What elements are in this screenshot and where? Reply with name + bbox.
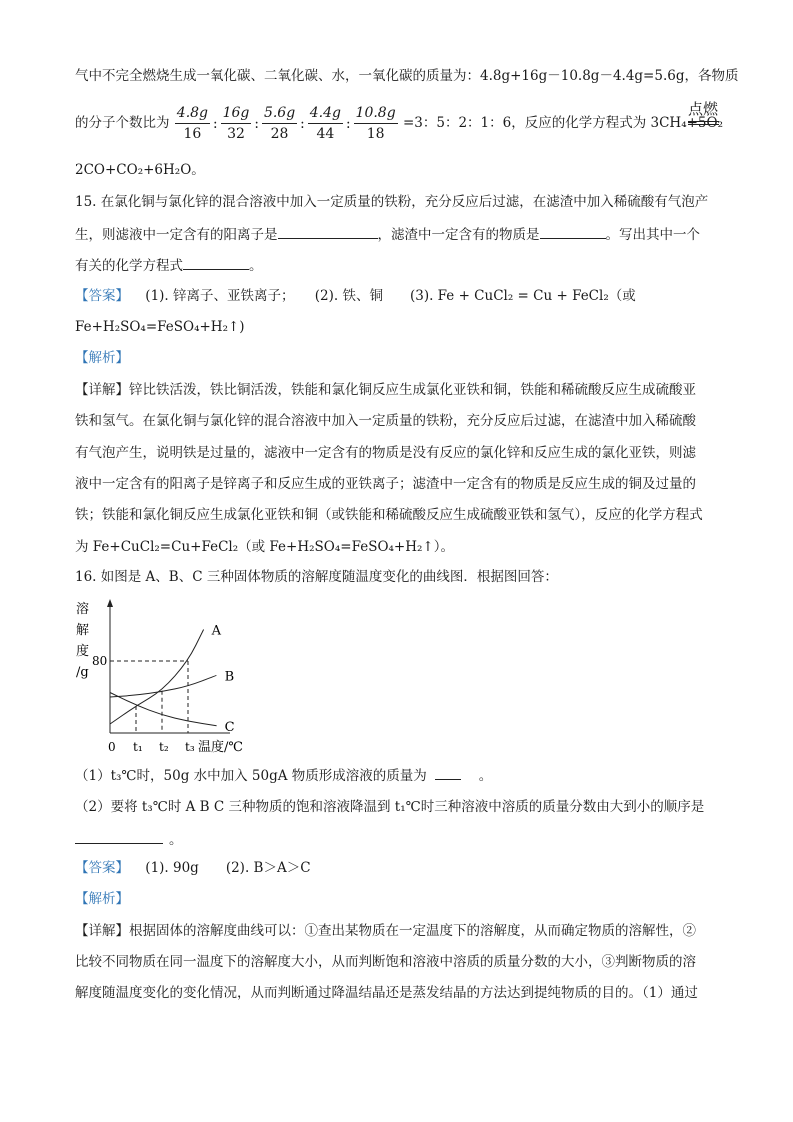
text: （1）t₃℃时，50g 水中加入 50gA 物质形成溶液的质量为 xyxy=(75,768,427,784)
answer-text: (1). 90g (2). B＞A＞C xyxy=(145,860,311,876)
text: 。 xyxy=(169,832,183,848)
curves xyxy=(110,630,217,726)
answer-line xyxy=(75,286,636,306)
numerator: 4.4g xyxy=(308,103,343,124)
guide-lines xyxy=(110,661,188,733)
reaction-condition: 点燃 xyxy=(688,100,719,118)
fraction xyxy=(221,103,252,144)
detail-line: 为 Fe+CuCl₂=Cu+FeCl₂（或 Fe+H₂SO₄=FeSO₄+H₂↑）。 xyxy=(75,538,454,555)
text-line: 气中不完全燃烧生成一氧化碳、二氧化碳、水，一氧化碳的质量为：4.8g+16g－10.8g－4.4g=5.6g，各物质 xyxy=(75,68,739,84)
numerator: 10.8g xyxy=(354,103,398,124)
x-tick-label: 0 xyxy=(108,740,116,754)
numerator: 4.8g xyxy=(175,103,210,124)
answer-blank xyxy=(75,829,163,844)
fraction xyxy=(354,103,398,144)
question-15-stem: 15. 在氯化铜与氯化锌的混合溶液中加入一定质量的铁粉，充分反应后过滤，在滤渣中加入稀硫酸有气泡产 xyxy=(75,194,709,210)
y-tick-label: 80 xyxy=(92,654,108,668)
denominator: 16 xyxy=(183,126,202,142)
answer-label: 【答案】 xyxy=(75,860,129,876)
ratio-separator: : xyxy=(300,115,305,132)
series-label-A: A xyxy=(211,623,221,639)
y-axis-label-char: 解 xyxy=(76,623,90,638)
text: 生，则滤液中一定含有的阳离子是 xyxy=(75,227,278,243)
text: 。写出其中一个 xyxy=(605,227,700,243)
detail-line: 铁；铁能和氯化铜反应生成氯化亚铁和铜（或铁能和稀硫酸反应生成硫酸亚铁和氢气），反应的化学方程式 xyxy=(75,507,703,524)
answer-blank xyxy=(278,224,378,239)
question-16-stem: 16. 如图是 A、B、C 三种固体物质的溶解度随温度变化的曲线图．根据图回答： xyxy=(75,569,558,585)
curve-B xyxy=(110,675,217,697)
sub-question-2: （2）要将 t₃℃时 A B C 三种物质的饱和溶液降温到 t₁℃时三种溶液中溶质的质量分数由大到小的顺序是 xyxy=(75,799,705,815)
text: 。 xyxy=(478,768,493,784)
answer-blank xyxy=(435,765,461,780)
detail-line: 【详解】根据固体的溶解度曲线可以：①查出某物质在一定温度下的溶解度，从而确定物质的溶解性，② xyxy=(75,923,696,939)
text-line: 2CO+CO₂+6H₂O。 xyxy=(75,162,205,178)
solubility-chart xyxy=(70,595,270,765)
x-tick-label: t₂ xyxy=(159,740,169,754)
analysis-label: 【解析】 xyxy=(75,891,129,907)
denominator: 18 xyxy=(366,126,385,142)
ratio-line xyxy=(75,103,723,144)
numerator: 16g xyxy=(221,103,252,124)
text: ，滤渣中一定含有的物质是 xyxy=(377,227,540,243)
denominator: 44 xyxy=(316,126,335,142)
fraction-group xyxy=(174,105,399,142)
equals-double-line xyxy=(688,121,719,125)
fraction xyxy=(262,103,297,144)
x-tick-label: t₃ xyxy=(185,740,195,754)
text: 有关的化学方程式 xyxy=(75,258,183,274)
ratio-suffix: =3：5：2：1：6，反应的化学方程式为 3CH₄+5O₂ xyxy=(402,115,724,131)
fraction xyxy=(308,103,343,144)
answer-label: 【答案】 xyxy=(75,288,129,304)
series-labels xyxy=(211,624,235,735)
numerator: 5.6g xyxy=(262,103,297,124)
sub-question-2-blank xyxy=(75,829,183,850)
denominator: 32 xyxy=(227,126,245,142)
series-label-C: C xyxy=(224,719,235,735)
denominator: 28 xyxy=(270,126,289,142)
fraction xyxy=(175,103,210,144)
axis-ticks xyxy=(92,654,195,754)
x-tick-label: t₁ xyxy=(133,740,143,754)
detail-line: 解度随温度变化的变化情况，从而判断通过降温结晶还是蒸发结晶的方法达到提纯物质的目的。（1）通过 xyxy=(75,985,698,1001)
curve-C xyxy=(110,693,217,726)
detail-line: 比较不同物质在同一温度下的溶解度大小，从而判断饱和溶液中溶质的质量分数的大小，③判断物质的溶 xyxy=(75,954,696,970)
y-axis-label-char: /g xyxy=(76,665,89,680)
analysis-label: 【解析】 xyxy=(75,350,129,366)
x-axis-label: 温度/℃ xyxy=(198,740,243,755)
ratio-separator: : xyxy=(345,115,351,132)
detail-line: 有气泡产生，说明铁是过量的，滤液中一定含有的物质是没有反应的氯化锌和反应生成的氯化亚铁，则滤 xyxy=(75,444,696,461)
y-axis-label-char: 度 xyxy=(76,644,90,659)
ratio-prefix: 的分子个数比为 xyxy=(75,115,170,131)
y-axis-label-char: 溶 xyxy=(76,602,90,617)
answer-line-2: Fe+H₂SO₄=FeSO₄+H₂↑) xyxy=(75,319,245,335)
answer-blank xyxy=(183,255,249,270)
detail-line: 【详解】锌比铁活泼，铁比铜活泼，铁能和氯化铜反应生成氯化亚铁和铜，铁能和稀硫酸反应生成硫酸亚 xyxy=(75,382,696,398)
answer-text: (1). 锌离子、亚铁离子； (2). 铁、铜 (3). Fe + CuCl₂ = Cu + FeCl₂（或 xyxy=(145,288,636,304)
question-15-line3 xyxy=(75,255,263,276)
answer-blank xyxy=(540,224,606,239)
detail-line: 铁和氢气。在氯化铜与氯化锌的混合溶液中加入一定质量的铁粉，充分反应后过滤，在滤渣中加入稀硫酸 xyxy=(75,413,696,430)
text: 。 xyxy=(249,258,263,274)
ratio-separator: : xyxy=(213,115,218,132)
sub-question-1 xyxy=(75,765,492,786)
answer-line xyxy=(75,858,311,878)
detail-line: 液中一定含有的阳离子是锌离子和反应生成的亚铁离子；滤渣中一定含有的物质是反应生成的铜及过量的 xyxy=(75,475,696,492)
question-15-line2 xyxy=(75,224,700,245)
curve-A xyxy=(110,630,204,725)
y-axis-label xyxy=(76,601,89,680)
ratio-separator: : xyxy=(254,115,259,132)
series-label-B: B xyxy=(224,669,235,685)
